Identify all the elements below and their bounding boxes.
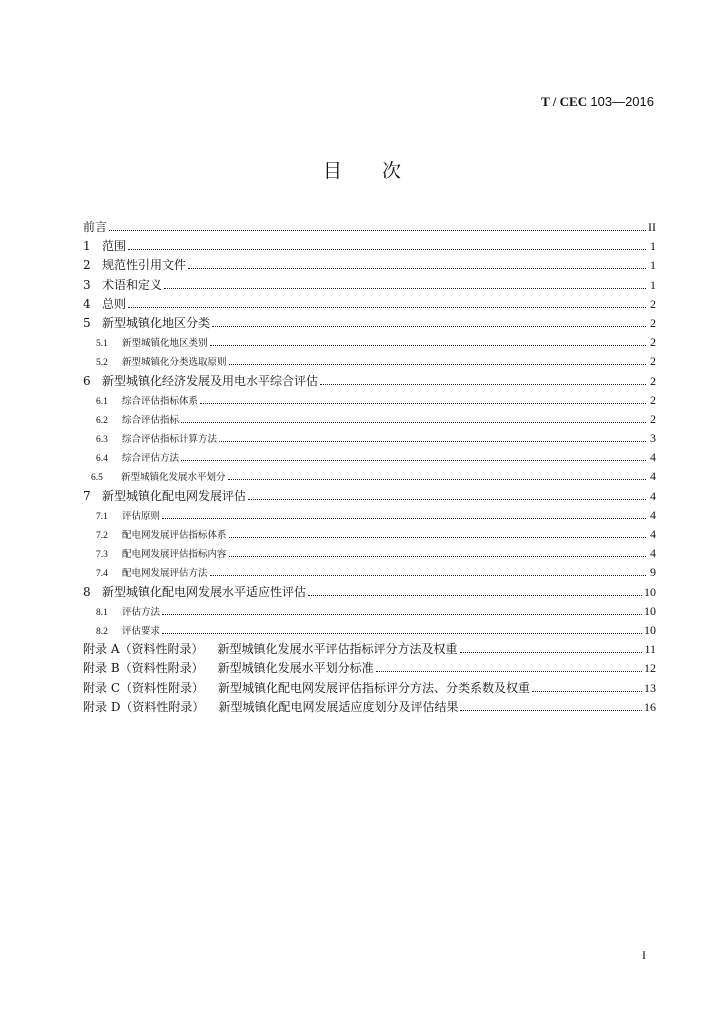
toc-entry-text: 新型城镇化配电网发展适应度划分及评估结果 bbox=[218, 699, 459, 714]
leader-dots bbox=[228, 479, 646, 480]
toc-entry-text: 新型城镇化发展水平划分 bbox=[121, 472, 226, 484]
toc-appendix[interactable] bbox=[83, 698, 656, 717]
toc-entry-page: 2 bbox=[650, 354, 656, 369]
toc-entry-text: 配电网发展评估方法 bbox=[122, 568, 208, 580]
toc-entry-number: 7.2 bbox=[96, 531, 108, 541]
toc-subentry[interactable] bbox=[83, 563, 656, 582]
toc-entry-page: 16 bbox=[644, 699, 656, 714]
leader-dots bbox=[109, 230, 646, 231]
leader-dots bbox=[229, 364, 646, 365]
leader-dots bbox=[320, 384, 646, 385]
toc-entry-page: 4 bbox=[650, 546, 656, 561]
appendix-label: 附录 B（资料性附录） bbox=[83, 661, 204, 676]
appendix-label: 附录 D（资料性附录） bbox=[83, 699, 205, 714]
toc-entry-page: 9 bbox=[650, 565, 656, 580]
toc-entry-number: 4 bbox=[83, 296, 91, 311]
table-of-contents bbox=[83, 218, 656, 717]
toc-entry-text: 前言 bbox=[83, 220, 108, 234]
toc-appendix[interactable] bbox=[83, 659, 656, 678]
leader-dots bbox=[219, 441, 646, 442]
toc-entry-number: 1 bbox=[83, 239, 91, 254]
page-number: I bbox=[642, 948, 646, 962]
toc-entry-page: 3 bbox=[650, 431, 656, 446]
leader-dots bbox=[460, 710, 642, 711]
leader-dots bbox=[128, 307, 646, 308]
title-part-1: 目 bbox=[322, 160, 342, 182]
leader-dots bbox=[210, 345, 646, 346]
leader-dots bbox=[532, 691, 642, 692]
leader-dots bbox=[248, 499, 646, 500]
toc-entry-text: 评估方法 bbox=[122, 606, 161, 618]
toc-entry-page: 4 bbox=[650, 469, 656, 484]
standard-prefix: T / CEC bbox=[541, 94, 591, 109]
toc-subentry[interactable] bbox=[83, 506, 656, 525]
toc-entry[interactable] bbox=[83, 276, 656, 295]
toc-subentry[interactable] bbox=[83, 352, 656, 371]
leader-dots bbox=[229, 556, 646, 557]
toc-entry-page: 13 bbox=[644, 680, 656, 695]
toc-entry[interactable] bbox=[83, 372, 656, 391]
toc-entry-page: 10 bbox=[644, 603, 656, 618]
leader-dots bbox=[162, 614, 642, 615]
toc-entry-page: 4 bbox=[650, 527, 656, 541]
toc-subentry[interactable] bbox=[83, 448, 656, 467]
toc-entry-text: 新型城镇化分类选取原则 bbox=[122, 357, 227, 369]
toc-entry-text: 新型城镇化配电网发展评估 bbox=[102, 488, 247, 503]
appendix-label: 附录 C（资料性附录） bbox=[83, 680, 204, 695]
toc-entry[interactable] bbox=[83, 256, 656, 275]
toc-entry-text: 新型城镇化配电网发展水平适应性评估 bbox=[102, 584, 307, 599]
toc-appendix[interactable] bbox=[83, 640, 656, 659]
toc-entry-text: 配电网发展评估指标内容 bbox=[122, 549, 227, 561]
toc-entry-text: 新型城镇化地区分类 bbox=[102, 315, 211, 330]
toc-entry[interactable] bbox=[83, 583, 656, 602]
toc-entry[interactable] bbox=[83, 314, 656, 333]
toc-entry-page: 2 bbox=[650, 315, 656, 330]
toc-entry-number: 5 bbox=[83, 315, 91, 330]
toc-entry-number: 7.1 bbox=[96, 511, 108, 522]
toc-entry-foreword[interactable] bbox=[83, 218, 656, 237]
toc-entry-page: 10 bbox=[644, 584, 656, 599]
toc-entry-page: 2 bbox=[650, 335, 656, 350]
toc-appendix[interactable] bbox=[83, 679, 656, 698]
leader-dots bbox=[181, 460, 646, 461]
toc-entry-text: 配电网发展评估指标体系 bbox=[122, 530, 227, 541]
toc-entry-page: 2 bbox=[650, 392, 656, 407]
toc-entry-page: 2 bbox=[650, 373, 656, 388]
toc-subentry[interactable] bbox=[83, 410, 656, 429]
toc-entry-text: 规范性引用文件 bbox=[102, 258, 187, 273]
toc-subentry[interactable] bbox=[83, 333, 656, 352]
toc-entry-text: 新型城镇化地区类别 bbox=[122, 338, 208, 350]
toc-entry-page: 12 bbox=[644, 661, 656, 676]
toc-entry[interactable] bbox=[83, 487, 656, 506]
toc-entry-number: 7 bbox=[83, 488, 91, 503]
toc-entry-number: 3 bbox=[83, 277, 91, 292]
leader-dots bbox=[229, 537, 646, 538]
leader-dots bbox=[164, 288, 646, 289]
toc-entry-text: 术语和定义 bbox=[102, 277, 163, 292]
toc-subentry[interactable] bbox=[83, 602, 656, 621]
toc-entry-number: 5.2 bbox=[96, 358, 108, 369]
standard-number: 103—2016 bbox=[590, 94, 654, 109]
toc-entry-page: 11 bbox=[644, 642, 656, 657]
leader-dots bbox=[200, 403, 646, 404]
leader-dots bbox=[212, 326, 646, 327]
leader-dots bbox=[376, 671, 642, 672]
toc-entry-number: 5.1 bbox=[96, 339, 108, 350]
toc-entry-text: 新型城镇化发展水平评估指标评分方法及权重 bbox=[217, 642, 458, 657]
toc-entry-number: 2 bbox=[83, 258, 91, 273]
toc-entry-page: 1 bbox=[650, 277, 656, 292]
toc-subentry[interactable] bbox=[83, 429, 656, 448]
toc-entry-number: 6 bbox=[83, 373, 91, 388]
toc-entry-page: 1 bbox=[650, 239, 656, 254]
toc-subentry[interactable] bbox=[83, 525, 656, 544]
leader-dots bbox=[188, 268, 646, 269]
toc-entry-text: 新型城镇化配电网发展评估指标评分方法、分类系数及权重 bbox=[218, 680, 531, 695]
leader-dots bbox=[460, 652, 643, 653]
leader-dots bbox=[210, 575, 646, 576]
toc-entry-text: 综合评估指标体系 bbox=[122, 395, 199, 407]
leader-dots bbox=[181, 422, 646, 423]
toc-entry-text: 总则 bbox=[102, 296, 127, 311]
toc-entry-page: 2 bbox=[650, 411, 656, 426]
toc-entry-number: 6.2 bbox=[96, 415, 108, 426]
toc-subentry[interactable] bbox=[83, 544, 656, 563]
toc-entry-number: 6.5 bbox=[91, 473, 103, 484]
document-header bbox=[541, 94, 654, 110]
toc-entry-number: 8.2 bbox=[96, 626, 108, 637]
toc-entry-number: 8 bbox=[83, 584, 91, 599]
toc-entry-number: 6.3 bbox=[96, 435, 108, 446]
toc-entry-text: 新型城镇化经济发展及用电水平综合评估 bbox=[102, 373, 319, 388]
toc-entry-text: 评估要求 bbox=[122, 625, 161, 637]
toc-entry-page: II bbox=[648, 220, 656, 234]
toc-entry-number: 6.1 bbox=[96, 396, 108, 407]
toc-entry-number: 7.3 bbox=[96, 550, 108, 561]
toc-entry-page: 4 bbox=[650, 507, 656, 522]
toc-subentry[interactable] bbox=[83, 621, 656, 640]
toc-entry-text: 综合评估指标 bbox=[122, 414, 180, 426]
leader-dots bbox=[162, 518, 646, 519]
toc-subentry[interactable] bbox=[83, 391, 656, 410]
toc-entry-page: 10 bbox=[644, 622, 656, 637]
title-part-2: 次 bbox=[382, 160, 402, 182]
toc-subentry[interactable] bbox=[83, 467, 656, 486]
toc-entry-page: 2 bbox=[650, 296, 656, 311]
toc-entry-number: 7.4 bbox=[96, 569, 108, 580]
toc-entry-page: 4 bbox=[650, 488, 656, 503]
leader-dots bbox=[308, 595, 642, 596]
toc-entry[interactable] bbox=[83, 295, 656, 314]
toc-entry-number: 6.4 bbox=[96, 454, 108, 465]
leader-dots bbox=[162, 633, 642, 634]
toc-entry-number: 8.1 bbox=[96, 607, 108, 618]
appendix-label: 附录 A（资料性附录） bbox=[83, 642, 204, 657]
leader-dots bbox=[128, 249, 646, 250]
toc-entry-text: 新型城镇化发展水平划分标准 bbox=[217, 661, 374, 676]
page-title bbox=[0, 156, 724, 183]
toc-entry-text: 综合评估方法 bbox=[122, 453, 180, 465]
toc-entry-text: 范围 bbox=[102, 239, 127, 254]
toc-entry-page: 1 bbox=[650, 258, 656, 273]
toc-entry-text: 评估原则 bbox=[122, 510, 161, 522]
toc-entry-text: 综合评估指标计算方法 bbox=[122, 434, 218, 446]
toc-entry-page: 4 bbox=[650, 450, 656, 465]
toc-entry[interactable] bbox=[83, 237, 656, 256]
